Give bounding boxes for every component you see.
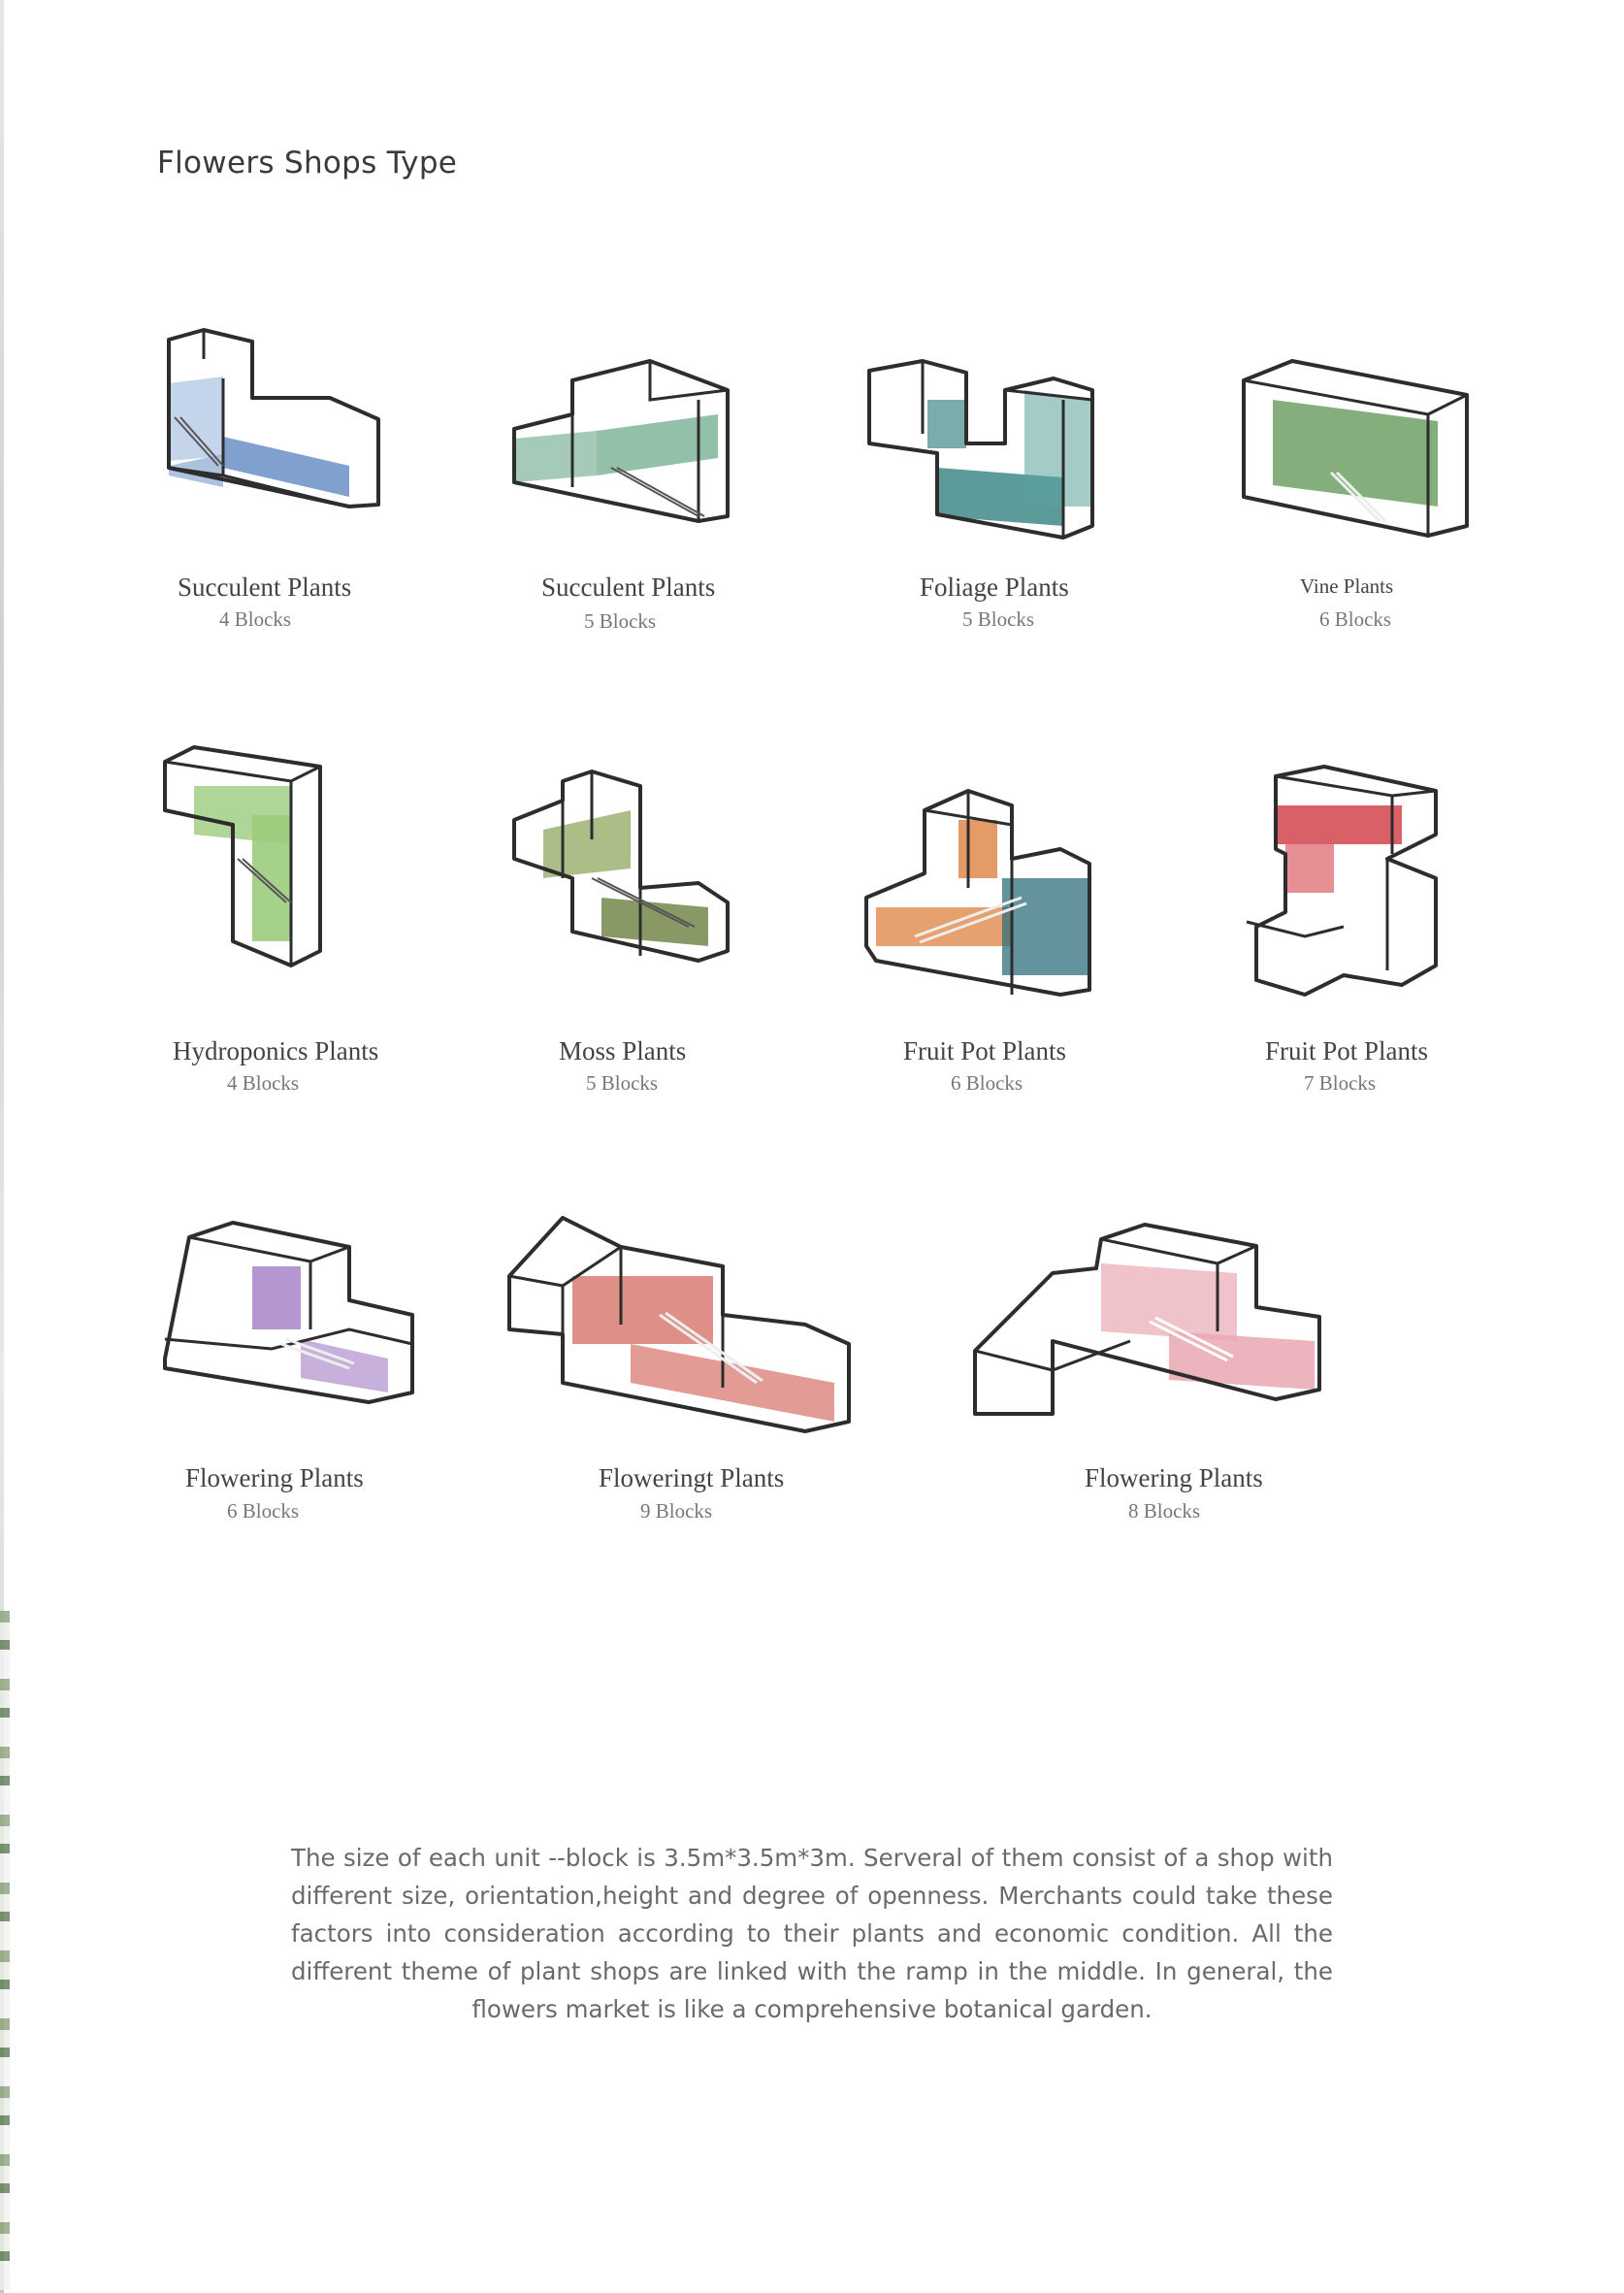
isometric-shop-drawing	[1247, 767, 1441, 995]
shop-diagram-10	[504, 1218, 854, 1431]
isometric-shop-drawing	[866, 781, 1099, 999]
shop-wall-image	[1002, 878, 1089, 975]
isometric-shop-drawing	[155, 330, 388, 514]
shop-wall-image	[223, 437, 349, 497]
shop-wall-image	[1276, 805, 1402, 844]
shop-diagram-4	[1244, 361, 1477, 545]
shop-wall-image	[543, 810, 631, 878]
shop-edges	[925, 791, 1012, 995]
isometric-shop-drawing	[869, 361, 1102, 545]
isometric-shop-drawing	[1244, 361, 1477, 545]
shop-name: Flowering Plants	[185, 1463, 364, 1492]
shop-wall-image	[514, 431, 597, 482]
shop-wall-image	[252, 1266, 301, 1329]
shop-blocks: 4 Blocks	[219, 607, 292, 631]
shop-name: Fruit Pot Plants	[1265, 1036, 1429, 1065]
shop-wall-image	[601, 898, 708, 946]
shop-wall-image	[958, 820, 997, 878]
isometric-shop-drawing	[975, 1225, 1324, 1419]
shop-wall-image	[1024, 390, 1092, 507]
page-title: Flowers Shops Type	[157, 146, 458, 180]
shop-diagram-1	[155, 330, 388, 514]
description-paragraph: The size of each unit --block is 3.5m*3.5m*3m. Serveral of them consist of a shop with different size, orientation,height and degree of openness. Merchants could take these factors into consideration according to their plants and economic condition. All the different theme of plant shops are linked with the ramp in the middle. In general, the flowers market is like a comprehensive botanical garden.	[291, 1844, 1333, 2023]
shop-name: Hydroponics Plants	[173, 1036, 379, 1065]
shop-name: Moss Plants	[559, 1036, 687, 1065]
shop-name: Vine Plants	[1300, 574, 1394, 598]
shop-wall-image	[927, 400, 966, 448]
shop-blocks: 6 Blocks	[227, 1499, 300, 1523]
shop-outline	[165, 747, 320, 966]
shop-blocks: 5 Blocks	[584, 609, 657, 633]
shop-diagram-5	[165, 747, 330, 970]
shop-name: Flowering Plants	[1085, 1463, 1263, 1492]
shop-name: Succulent Plants	[541, 573, 716, 602]
shop-wall-image	[1285, 844, 1334, 893]
ramp	[611, 468, 704, 516]
shop-diagram-8	[1247, 767, 1441, 995]
shop-name: Fruit Pot Plants	[903, 1036, 1067, 1065]
isometric-shop-drawing	[165, 747, 330, 970]
shop-blocks: 7 Blocks	[1304, 1071, 1377, 1095]
shop-diagram-7	[866, 781, 1099, 999]
isometric-shop-drawing	[155, 1223, 417, 1407]
shop-wall-image	[1169, 1331, 1315, 1390]
shop-diagram-9	[155, 1223, 417, 1407]
shop-wall-image	[631, 1344, 834, 1422]
shop-name: Succulent Plants	[178, 573, 352, 602]
shop-diagram-2	[504, 361, 737, 526]
shop-blocks: 8 Blocks	[1128, 1499, 1201, 1523]
shop-diagram-6	[504, 771, 737, 966]
shop-blocks: 9 Blocks	[640, 1499, 713, 1523]
shop-blocks: 6 Blocks	[951, 1071, 1023, 1095]
shop-outline	[1256, 767, 1436, 995]
shop-blocks: 4 Blocks	[227, 1071, 300, 1095]
shop-blocks: 5 Blocks	[962, 607, 1035, 631]
isometric-shop-drawing	[504, 771, 737, 966]
shop-diagram-3	[869, 361, 1102, 545]
shop-wall-image	[572, 1276, 713, 1344]
shop-diagram-11	[975, 1225, 1324, 1419]
shop-blocks: 5 Blocks	[586, 1071, 659, 1095]
shop-blocks: 6 Blocks	[1319, 607, 1392, 631]
page-edge-photo-strip	[0, 1611, 10, 2290]
isometric-shop-drawing	[504, 1218, 854, 1431]
isometric-shop-drawing	[504, 361, 737, 526]
shop-name: Floweringt Plants	[599, 1463, 785, 1492]
shop-name: Foliage Plants	[920, 573, 1069, 602]
